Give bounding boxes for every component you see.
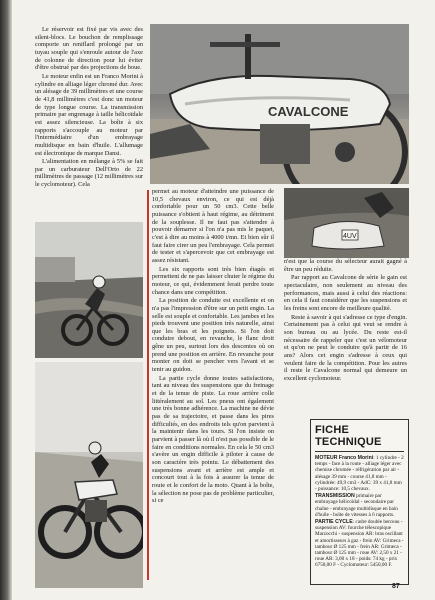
tech-spec-label: MOTEUR Franco Morini: [315, 455, 374, 461]
tech-spec-label: TRANSMISSION: [315, 493, 355, 500]
tech-spec-title: FICHE TECHNIQUE: [315, 424, 404, 452]
photo-motorcycle-side-illustration: [35, 362, 143, 588]
paragraph: Les six rapports sont très bien étagés et permettent de ne pas laisser chuter le régime du moteur, ce qui, évidemment ferait perdre toute chance dans une compétition.: [152, 265, 274, 296]
paragraph: La partie cycle donne toutes satisfactions, tant au niveau des suspensions que du freinage et de la tenue de piste. La roue arrière colle littéralement au sol. Les pneus ont également une très bonne adhérence. La machine ne dévie pas de sa trajectoire, et passe dans les pires difficultés, en des endroits tels qu'on parvient à la maintenir dans les tours. Si l'on insiste on parvient à passer là où il n'est pas possible de le faire en conditions normales. En cela le 50 cm3 s'avère un engin difficile à piloter à cause de son caractère très pointu. Le débattement des suspensions avant et arrière est ample et concourt tout à la fois à assurer la tenue de route et le confort de la moto. Quant à la boîte, la sélection ne pose pas de problème particulier, si ce: [152, 374, 274, 505]
page-spine: [0, 0, 12, 600]
photo-motorcycle-tank-illustration: [150, 24, 409, 184]
photo-motorcycle-tank: [150, 24, 409, 184]
page-number: 87: [392, 583, 400, 590]
number-plate: 4UV: [343, 233, 357, 240]
tech-spec-text: : cadre double berceau - suspension AV: fourche télescopique Marzocchi - suspension AR: bras oscillant et amortisseurs à gaz - frein AV: Grimeca - tambour Ø 125 mm - frein AR: Grimeca - tambour Ø 125 mm - roue AV: 2,50 x 21 - roue AR: 3,00 x 18 - poids: 74 kg - prix 6750,00 F - Cyclomoteur: 5450,00 F.: [315, 519, 404, 569]
tank-lettering: CAVALCONE: [268, 104, 349, 119]
tech-spec-box: [310, 419, 409, 585]
paragraph: Par rapport au Cavalcone de série le gain est spectaculaire, non seulement au niveau des performances, mais aussi à celui des réactions: en cela il faut considérer que les suspensions et les freins sont encore de meilleure qualité.: [284, 274, 407, 312]
tech-spec-text: primaire par embrayage hélicoïdal - secondaire par chaîne - embrayage multidisque en bain d'huile - boîte de vitesses à 6 rapports.: [315, 493, 398, 518]
paragraph: permet au moteur d'atteindre une puissance de 10,5 chevaux environ, ce qui est déjà confortable pour un 50 cm3. Cette belle puissance s'obtient à haut régime, au détriment de la souplesse. Il ne faut pas s'attendre à pouvoir démarrer si l'on n'a pas mis le paquet, c'est à dire au moins à 4000 t/mn. Et bien sûr il faut faire cirer un peu l'embrayage. Cela permet de tester et s'apercevoir que cet embrayage est assez résistant.: [152, 188, 274, 264]
tech-spec-section: [315, 519, 404, 569]
tech-spec-section: [315, 493, 404, 518]
photo-rider-track-illustration: [35, 222, 143, 358]
photo-rider-track: [35, 222, 143, 358]
tech-spec-body: [315, 455, 404, 569]
paragraph: Reste à savoir à qui s'adresse ce type d'engin. Certainement pas à celui qui veut se rendre à son bureau ou au lycée. Du reste est-il nécessaire de rappeler que c'est un vélomoteur et qu'on ne peut le conduire qu'à partir de 16 ans? Alors cet engin s'adresse à ceux qui veulent faire de la compétition. Pour les autres il reste le Cavalcone normal qui demeure un excellent cyclomoteur.: [284, 313, 407, 382]
photo-rider-closeup: [284, 188, 409, 258]
article-column-1: [35, 26, 143, 216]
paragraph: L'alimentation en mélange à 5% se fait par un carburateur Dell'Orto de 22 millimètres de passage (12 millimètres sur le cyclomoteur). Cela: [35, 158, 143, 189]
paragraph: Le moteur enfin est un Franco Morini à cylindre en alliage léger chromé dur. Avec un alésage de 39 millimètres et une course de 41,8 millimètres c'est donc un moteur de type longue course. La transmission primaire par engrenage à taille hélicoïdale est assez silencieuse. La boîte à six rapports s'accouple au moteur par l'intermédiaire d'un embrayage multidisque en bain d'huile. L'allumage est électronique de marque Dansi.: [35, 72, 143, 157]
photo-motorcycle-side: [35, 362, 143, 588]
tech-spec-section: [315, 455, 404, 492]
paragraph: n'est que la course du sélecteur aurait gagné à être un peu réduite.: [284, 258, 407, 273]
paragraph: Le réservoir est fixé par vis avec des silent-blocs. Le bouchon de remplissage comporte un reniflard prolongé par un tuyau souple qui s'enroule autour de l'axe de colonne de direction pour lui éviter d'être obstrué par des projections de boue.: [35, 26, 143, 72]
paragraph: La position de conduite est excellente et on n'a pas l'impression d'être sur un petit engin. La selle est souple et confortable. Les jambes et les pieds trouvent une position très naturelle, ainsi que les bras et les poignets. Si l'on doit conduire debout, en revanche, le flanc droit gêne un peu, surtout lors des descentes où on prend une position en arrière. En revanche pour monter on doit se pencher vers l'avant et se tenir au guidon.: [152, 297, 274, 374]
photo-rider-closeup-illustration: [284, 188, 409, 258]
article-column-3: [284, 258, 407, 398]
tech-spec-text: : 1 cylindre - 2 temps - face à la route - alliage léger avec chemise chromée - réfrigération par air - alésage 39 mm - course 41,8 mm - cylindrée: 49,9 cm3 - AdC: 39 x 41,8 mm - puissance: 10,5 chevaux.: [315, 455, 404, 493]
tech-spec-label: PARTIE CYCLE: [315, 519, 353, 526]
accent-bar: [147, 190, 149, 580]
article-column-2: [152, 188, 274, 588]
